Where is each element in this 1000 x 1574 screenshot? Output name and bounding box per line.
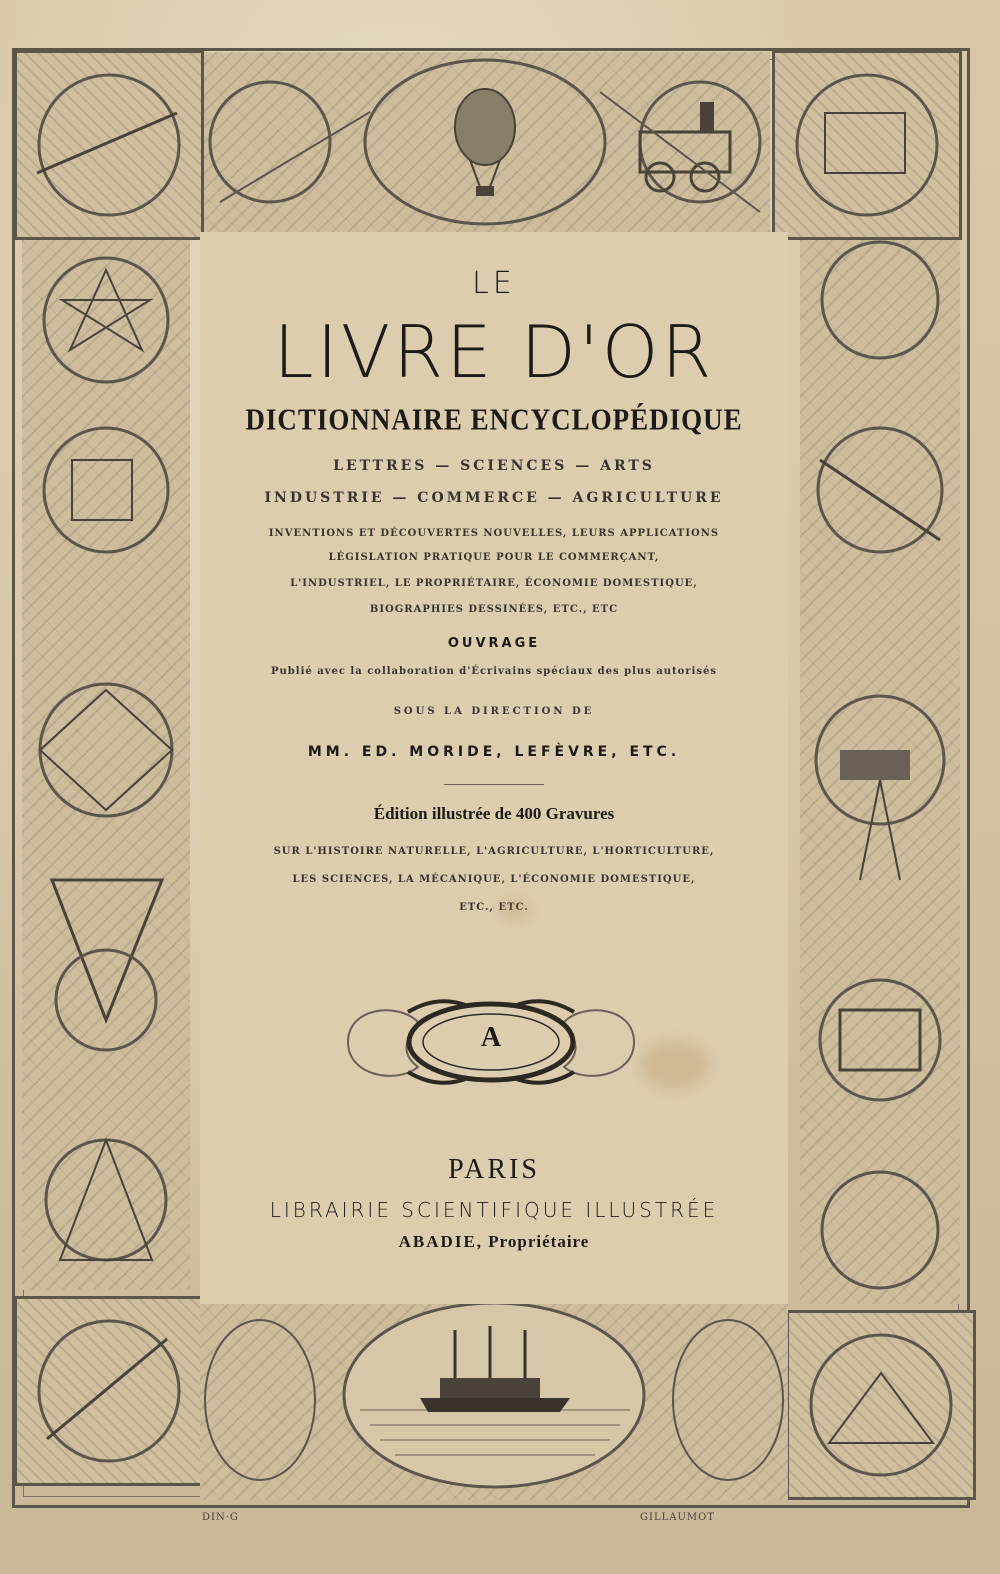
right-illustration-band	[800, 240, 960, 1304]
description-line: BIOGRAPHIES DESSINÉES, ETC., ETC	[369, 604, 619, 615]
proprietor-title: Propriétaire	[488, 1232, 590, 1251]
left-illustration-band	[22, 240, 190, 1290]
subjects-line: SUR L'HISTOIRE NATURELLE, L'AGRICULTURE, L'HORTICULTURE,	[273, 846, 715, 857]
bottom-right-corner-vignette	[786, 1310, 976, 1500]
edition-line: Édition illustrée de 400 Gravures	[373, 804, 615, 823]
description-line: L'INDUSTRIEL, LE PROPRIÉTAIRE, ÉCONOMIE DOMESTIQUE,	[290, 578, 698, 589]
volume-letter: A	[480, 1022, 502, 1053]
title-article: LE	[472, 266, 516, 301]
engraver-credit-left: DIN·G	[202, 1512, 239, 1523]
top-illustration-band	[200, 52, 770, 232]
book-title: LIVRE D'OR	[273, 310, 715, 394]
proprietor-name: ABADIE,	[398, 1232, 484, 1251]
divider-rule	[444, 784, 544, 785]
bottom-left-corner-vignette	[14, 1296, 204, 1486]
authors-line: MM. ED. MORIDE, LEFÈVRE, ETC.	[307, 744, 681, 760]
categories-line-1: LETTRES — SCIENCES — ARTS	[333, 458, 655, 474]
subjects-line: LES SCIENCES, LA MÉCANIQUE, L'ÉCONOMIE DOMESTIQUE,	[292, 874, 696, 885]
publisher-name: LIBRAIRIE SCIENTIFIQUE ILLUSTRÉE	[269, 1198, 719, 1222]
description-line: LÉGISLATION PRATIQUE POUR LE COMMERÇANT,	[328, 552, 660, 563]
foxing-stain	[500, 900, 530, 920]
subjects-line: ETC., ETC.	[459, 902, 529, 913]
steamship-illustration	[200, 1300, 788, 1500]
bottom-illustration-band	[200, 1300, 788, 1500]
collaboration-line: Publié avec la collaboration d'Écrivains spéciaux des plus autorisés	[270, 666, 718, 677]
top-left-corner-vignette	[14, 50, 204, 240]
categories-line-2: INDUSTRIE — COMMERCE — AGRICULTURE	[264, 490, 724, 506]
foxing-stain	[640, 1040, 710, 1090]
ouvrage-label: OUVRAGE	[447, 636, 541, 651]
title-text-panel	[200, 232, 788, 1304]
publication-city: PARIS	[448, 1154, 540, 1185]
proprietor-line	[200, 1232, 788, 1252]
engraver-credit-right: GILLAUMOT	[640, 1512, 715, 1523]
balloon-and-locomotive-illustration	[200, 52, 770, 232]
description-line: INVENTIONS ET DÉCOUVERTES NOUVELLES, LEURS APPLICATIONS	[268, 528, 720, 539]
top-right-corner-vignette	[772, 50, 962, 240]
book-subtitle: DICTIONNAIRE ENCYCLOPÉDIQUE	[245, 401, 743, 437]
direction-label: SOUS LA DIRECTION DE	[393, 706, 595, 717]
volume-letter-cartouche	[338, 992, 644, 1092]
